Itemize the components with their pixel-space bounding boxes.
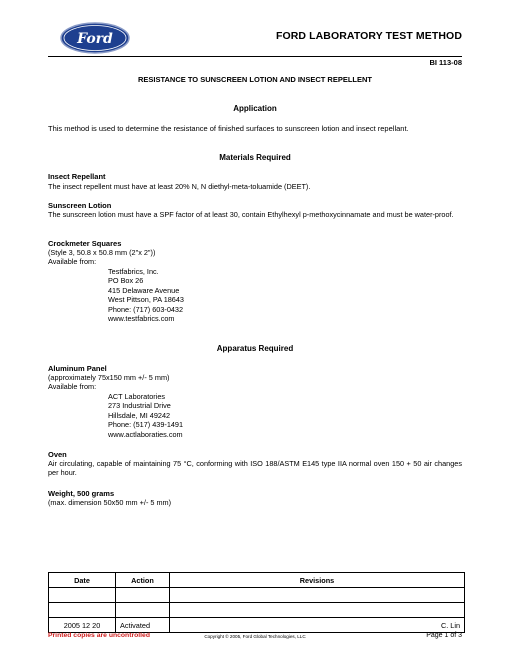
materials-heading: Materials Required xyxy=(219,153,291,162)
insect-repellant-text: The insect repellent must have at least 20% N, N diethyl-meta-toluamide (DEET). xyxy=(48,182,311,191)
address-line: West Pittson, PA 18643 xyxy=(108,295,184,305)
apparatus-heading: Apparatus Required xyxy=(216,344,294,353)
address-line: Hillsdale, MI 49242 xyxy=(108,410,171,420)
column-header-revisions: Revisions xyxy=(170,573,465,588)
crockmeter-size: (Style 3, 50.8 x 50.8 mm (2"x 2")) xyxy=(48,248,156,257)
crockmeter-title: Crockmeter Squares xyxy=(48,239,122,248)
oven-text: Air circulating, capable of maintaining 75 °C, conforming with ISO 188/ASTM E145 type IIA normal oven 150 + 50 air changes per hour. xyxy=(48,459,462,478)
cell-revision xyxy=(170,618,465,633)
header-divider xyxy=(48,56,462,57)
cell-date: 2005 12 20 xyxy=(49,618,116,633)
weight-title: Weight, 500 grams xyxy=(48,489,115,498)
insect-repellant-title: Insect Repellant xyxy=(48,172,106,181)
table-row xyxy=(49,603,465,618)
address-phone: Phone: (717) 603-0432 xyxy=(108,304,184,314)
cell-action xyxy=(116,603,170,618)
address-line: 415 Delaware Avenue xyxy=(108,285,180,295)
table-row xyxy=(49,588,465,603)
cell-revision xyxy=(170,588,465,603)
address-phone: Phone: (517) 439-1491 xyxy=(108,420,184,430)
crockmeter-available: Available from: xyxy=(48,257,97,266)
sunscreen-text: The sunscreen lotion must have a SPF factor of at least 30, contain Ethylhexyl p-methoxycinnamate and must be water-proof. xyxy=(48,210,454,219)
uncontrolled-copy-notice: Printed copies are uncontrolled xyxy=(48,632,150,639)
svg-text:Ford: Ford xyxy=(77,31,113,47)
document-title: RESISTANCE TO SUNSCREEN LOTION AND INSECT REPELLENT xyxy=(137,75,373,84)
table-header-row xyxy=(49,573,465,588)
sunscreen-title: Sunscreen Lotion xyxy=(48,201,112,210)
application-text: This method is used to determine the resistance of finished surfaces to sunscreen lotion and insect repellant. xyxy=(48,124,409,133)
aluminum-panel-address xyxy=(108,392,183,439)
address-line: ACT Laboratories xyxy=(108,392,166,401)
column-header-date: Date xyxy=(49,573,116,588)
cell-action xyxy=(116,588,170,603)
address-website: www.testfabrics.com xyxy=(108,314,175,324)
weight-text: (max. dimension 50x50 mm +/- 5 mm) xyxy=(48,498,172,507)
address-line: Testfabrics, Inc. xyxy=(108,267,159,276)
document-id: BI 113-08 xyxy=(429,58,462,67)
table-row xyxy=(49,618,465,633)
revision-by: C. Lin xyxy=(440,620,460,630)
aluminum-panel-title: Aluminum Panel xyxy=(48,364,107,373)
crockmeter-address xyxy=(108,267,184,323)
column-header-action: Action xyxy=(116,573,170,588)
address-line: 273 Industrial Drive xyxy=(108,401,171,411)
aluminum-panel-size: (approximately 75x150 mm +/- 5 mm) xyxy=(48,373,170,382)
address-line: PO Box 26 xyxy=(108,276,144,286)
revisions-table xyxy=(48,572,465,633)
address-website: www.actlaboraties.com xyxy=(108,429,183,439)
application-heading: Application xyxy=(233,104,277,113)
cell-action: Activated xyxy=(116,618,170,633)
copyright-notice: Copyright © 2005, Ford Global Technologies, LLC xyxy=(204,634,306,639)
oven-title: Oven xyxy=(48,450,67,459)
cell-revision xyxy=(170,603,465,618)
page-number: Page 1 of 3 xyxy=(426,632,462,639)
header-title: FORD LABORATORY TEST METHOD xyxy=(275,30,462,42)
ford-logo xyxy=(60,22,130,54)
cell-date xyxy=(49,588,116,603)
aluminum-panel-available: Available from: xyxy=(48,382,97,391)
cell-date xyxy=(49,603,116,618)
